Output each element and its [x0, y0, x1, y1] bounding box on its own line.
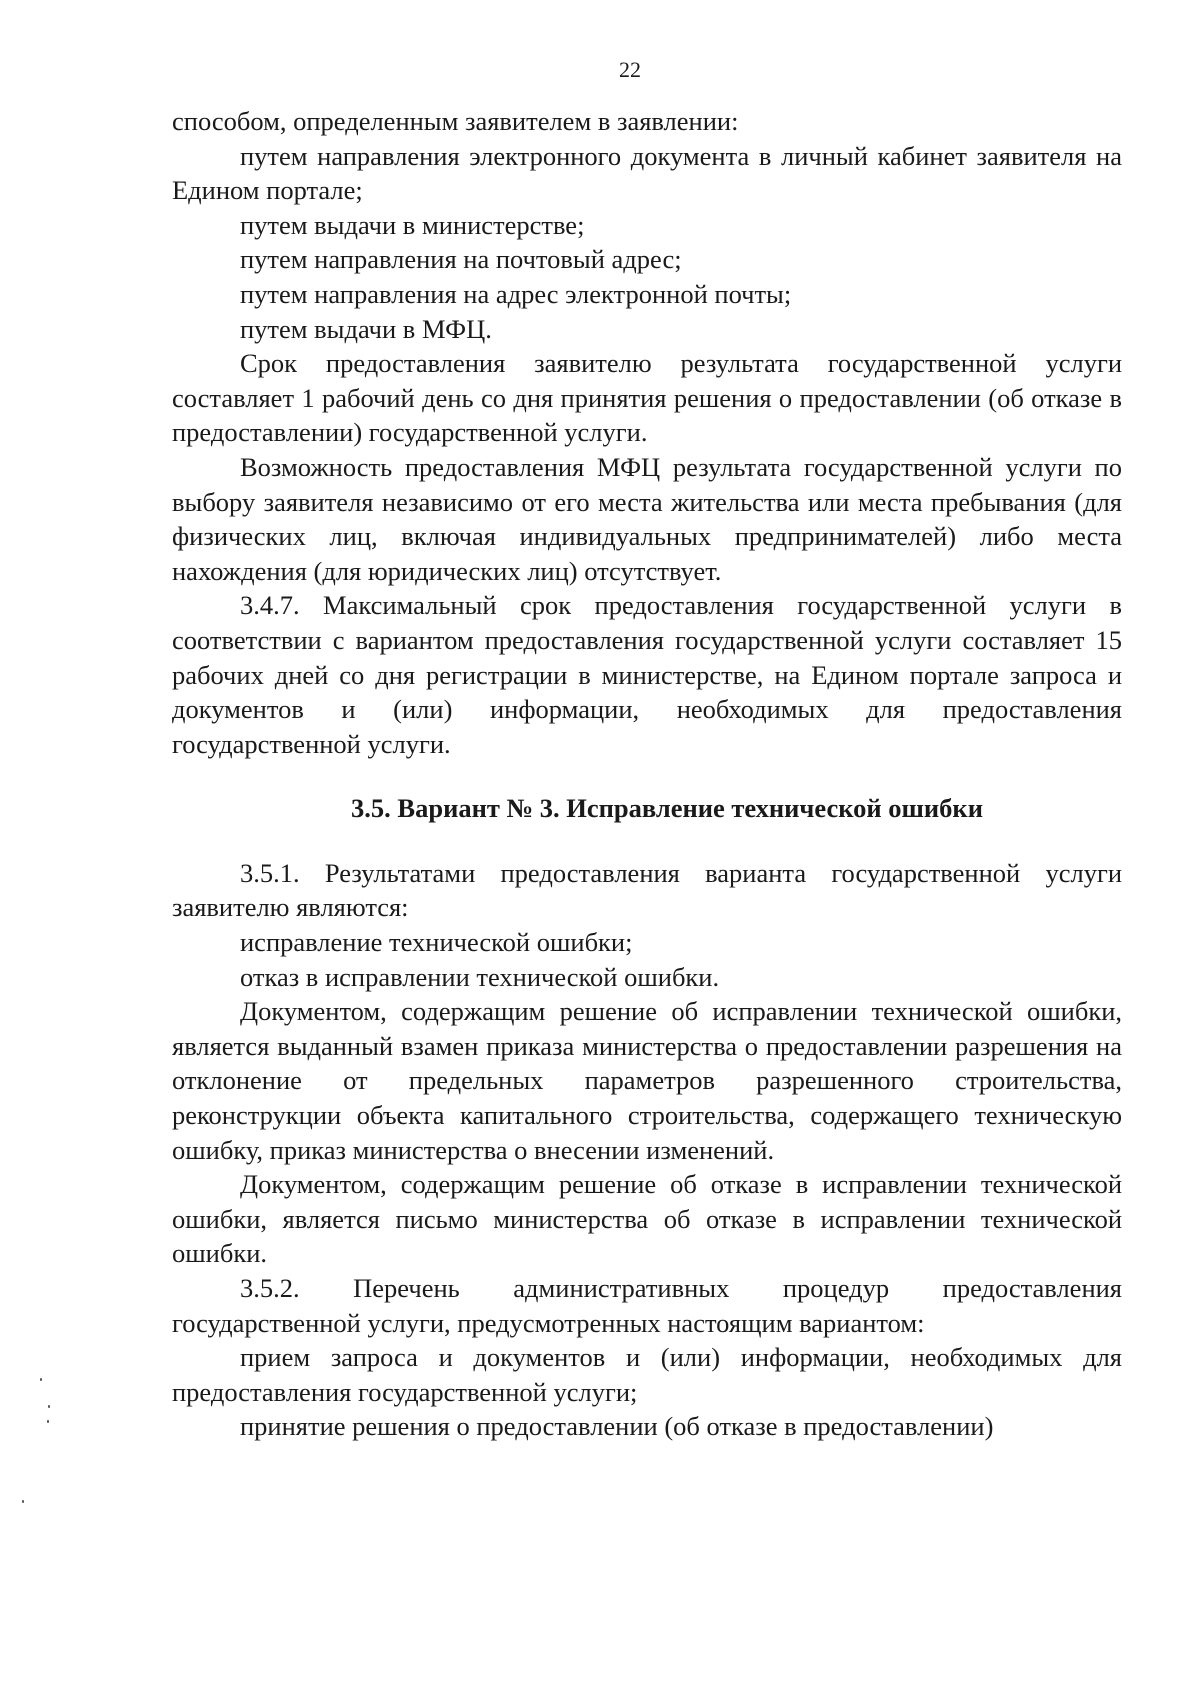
paragraph: путем направления на почтовый адрес;: [240, 244, 682, 275]
paragraph: Возможность предоставления МФЦ результата государственной услуги по выбору заявителя независимо от его места жительства или места пребывания (для физических лиц, включая индивидуальных предпринимателей) либо места нахождения (для юридических лиц) отсутствует.: [172, 451, 1122, 586]
document-body: [172, 104, 1122, 1444]
paragraph: путем выдачи в министерстве;: [240, 209, 585, 240]
paragraph: 3.4.7. Максимальный срок предоставления государственной услуги в соответствии с вариантом предоставления государственной услуги составляет 15 рабочих дней со дня регистрации в министерстве, на Едином портале запроса и документов и (или) информации, необходимых для предоставления государственной услуги.: [172, 590, 1122, 759]
paragraph: 3.5.2. Перечень административных процедур предоставления государственной услуги, предусмотренных настоящим вариантом:: [172, 1273, 1122, 1338]
paragraph: способом, определенным заявителем в заявлении:: [172, 106, 739, 136]
paragraph: 3.5.1. Результатами предоставления варианта государственной услуги заявителю являются:: [172, 857, 1122, 923]
scan-speck: [48, 1405, 50, 1408]
paragraph: Срок предоставления заявителю результата государственной услуги составляет 1 рабочий день со дня принятия решения о предоставлении (об отказе в предоставлении) государственной услуги.: [172, 348, 1122, 448]
scan-speck: [40, 1378, 42, 1381]
paragraph: путем направления электронного документа в личный кабинет заявителя на Едином портале;: [172, 140, 1122, 206]
scan-speck: [22, 1500, 24, 1503]
section-heading: 3.5. Вариант № 3. Исправление технической ошибки: [351, 793, 983, 824]
paragraph: принятие решения о предоставлении (об отказе в предоставлении): [240, 1411, 994, 1442]
paragraph: Документом, содержащим решение об исправлении технической ошибки, является выданный взамен приказа министерства о предоставлении разрешения на отклонение от предельных параметров разрешенного строительства, реконструкции объекта капитального строительства, содержащего техническую ошибку, приказ министерства о внесении изменений.: [172, 996, 1122, 1165]
paragraph: отказ в исправлении технической ошибки.: [240, 961, 720, 992]
paragraph: исправление технической ошибки;: [240, 927, 633, 958]
paragraph: Документом, содержащим решение об отказе в исправлении технической ошибки, является письмо министерства об отказе в исправлении технической ошибки.: [172, 1169, 1122, 1269]
paragraph: путем направления на адрес электронной почты;: [240, 278, 792, 309]
paragraph: путем выдачи в МФЦ.: [240, 313, 492, 344]
paragraphs-before-heading: [172, 104, 1122, 761]
paragraphs-after-heading: [172, 856, 1122, 1444]
paragraph: прием запроса и документов и (или) информации, необходимых для предоставления государственной услуги;: [172, 1342, 1122, 1407]
page-number: 22: [619, 57, 641, 82]
scan-speck: [47, 1420, 49, 1423]
